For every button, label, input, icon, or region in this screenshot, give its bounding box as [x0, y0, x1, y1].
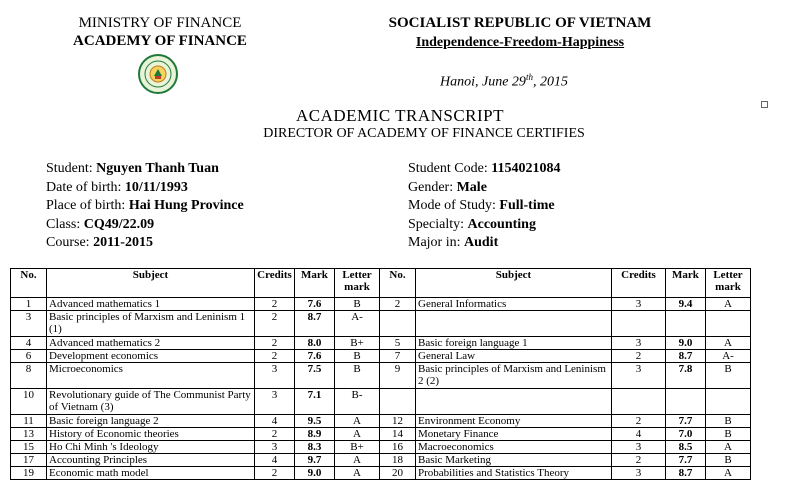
- student-label: Student:: [46, 161, 97, 176]
- row-letter: A: [335, 415, 380, 428]
- row-subject-right: General Informatics: [416, 298, 612, 311]
- row-no-right: 2: [380, 298, 416, 311]
- pob-value: Hai Hung Province: [128, 198, 244, 213]
- row-no-right: 18: [380, 454, 416, 467]
- row-subject-right: Environment Economy: [416, 415, 612, 428]
- row-letter: B: [335, 350, 380, 363]
- row-mark-right: 8.5: [666, 441, 706, 454]
- row-mark-right: [666, 311, 706, 337]
- header-subject-right: Subject: [416, 269, 612, 298]
- row-no-right: [380, 311, 416, 337]
- class-line: [46, 216, 244, 235]
- row-credits-right: [612, 311, 666, 337]
- table-row: [11, 298, 751, 311]
- row-subject: Revolutionary guide of The Communist Party of Vietnam (3): [47, 389, 255, 415]
- row-no-right: 5: [380, 337, 416, 350]
- row-mark-right: [666, 389, 706, 415]
- table-row: [11, 311, 751, 337]
- gender-value: Male: [456, 179, 487, 195]
- row-no: 4: [11, 337, 47, 350]
- row-letter-right: A: [706, 441, 751, 454]
- header-letter: Letter mark: [335, 269, 380, 298]
- issuer-block: [40, 14, 280, 50]
- row-subject-right: Basic Marketing: [416, 454, 612, 467]
- mode-value: Full-time: [499, 198, 555, 213]
- document-title: ACADEMIC TRANSCRIPT: [295, 106, 505, 125]
- table-row: [11, 389, 751, 415]
- document-subtitle: DIRECTOR OF ACADEMY OF FINANCE CERTIFIES: [263, 126, 585, 141]
- course-label: Course:: [46, 235, 94, 250]
- national-motto: Independence-Freedom-Happiness: [415, 35, 625, 50]
- state-header: [360, 14, 680, 52]
- row-no: 1: [11, 298, 47, 311]
- row-letter-right: A: [706, 337, 751, 350]
- header-no: No.: [11, 269, 47, 298]
- row-letter: A: [335, 428, 380, 441]
- row-letter-right: B: [706, 428, 751, 441]
- date-suffix-sup: th: [525, 72, 533, 82]
- row-subject-right: Probabilities and Statistics Theory: [416, 467, 612, 480]
- row-mark: 9.0: [295, 467, 335, 480]
- table-row: [11, 363, 751, 389]
- header-credits-right: Credits: [612, 269, 666, 298]
- row-subject-right: General Law: [416, 350, 612, 363]
- row-no-right: 20: [380, 467, 416, 480]
- table-row: [11, 441, 751, 454]
- header-mark-right: Mark: [666, 269, 706, 298]
- row-mark-right: 9.0: [666, 337, 706, 350]
- table-row: [11, 454, 751, 467]
- row-mark-right: 7.7: [666, 415, 706, 428]
- dob-line: [46, 179, 244, 198]
- row-subject-right: Monetary Finance: [416, 428, 612, 441]
- table-row: [11, 467, 751, 480]
- row-letter-right: B: [706, 363, 751, 389]
- course-value: 2011-2015: [93, 235, 153, 250]
- row-credits-right: [612, 389, 666, 415]
- row-subject: Basic foreign language 2: [47, 415, 255, 428]
- row-no: 11: [11, 415, 47, 428]
- academy-name: ACADEMY OF FINANCE: [73, 33, 247, 49]
- row-credits: 3: [255, 441, 295, 454]
- gender-line: [408, 179, 560, 198]
- row-mark: 7.6: [295, 298, 335, 311]
- row-subject: Microeconomics: [47, 363, 255, 389]
- grades-body: [11, 298, 751, 480]
- table-row: [11, 415, 751, 428]
- row-credits: 3: [255, 389, 295, 415]
- row-credits: 2: [255, 311, 295, 337]
- row-credits-right: 3: [612, 441, 666, 454]
- major-label: Major in:: [408, 235, 464, 250]
- code-line: [408, 160, 560, 179]
- row-letter-right: B: [706, 454, 751, 467]
- specialty-label: Specialty:: [408, 216, 468, 232]
- row-no-right: [380, 389, 416, 415]
- row-letter: B: [335, 298, 380, 311]
- row-no: 3: [11, 311, 47, 337]
- row-credits: 3: [255, 363, 295, 389]
- date-prefix: Hanoi, June 29: [440, 74, 526, 90]
- row-credits-right: 2: [612, 415, 666, 428]
- header-letter-right: Letter mark: [706, 269, 751, 298]
- row-subject: Basic principles of Marxism and Leninism 1 (1): [47, 311, 255, 337]
- row-letter-right: B: [706, 415, 751, 428]
- row-no-right: 14: [380, 428, 416, 441]
- row-credits: 2: [255, 337, 295, 350]
- table-header-row: [11, 269, 751, 298]
- row-letter-right: [706, 389, 751, 415]
- row-no: 8: [11, 363, 47, 389]
- country-name: SOCIALIST REPUBLIC OF VIETNAM: [388, 15, 652, 31]
- row-no: 13: [11, 428, 47, 441]
- row-mark: 8.3: [295, 441, 335, 454]
- date-suffix: , 2015: [532, 74, 568, 90]
- row-subject-right: [416, 389, 612, 415]
- row-subject: Advanced mathematics 2: [47, 337, 255, 350]
- row-credits-right: 2: [612, 454, 666, 467]
- row-no: 6: [11, 350, 47, 363]
- row-letter: B+: [335, 441, 380, 454]
- row-credits: 4: [255, 454, 295, 467]
- header-mark: Mark: [295, 269, 335, 298]
- course-line: [46, 234, 244, 253]
- row-no-right: 7: [380, 350, 416, 363]
- row-mark: 9.5: [295, 415, 335, 428]
- class-value: CQ49/22.09: [83, 216, 155, 232]
- row-subject-right: [416, 311, 612, 337]
- row-no: 19: [11, 467, 47, 480]
- pob-line: [46, 197, 244, 216]
- student-info-right: [408, 160, 560, 253]
- row-credits-right: 3: [612, 363, 666, 389]
- row-no: 10: [11, 389, 47, 415]
- row-credits-right: 2: [612, 350, 666, 363]
- dob-value: 10/11/1993: [124, 179, 188, 195]
- row-mark-right: 7.0: [666, 428, 706, 441]
- row-no-right: 12: [380, 415, 416, 428]
- specialty-value: Accounting: [467, 216, 536, 232]
- row-mark-right: 8.7: [666, 350, 706, 363]
- row-credits: 2: [255, 298, 295, 311]
- row-credits: 2: [255, 467, 295, 480]
- mode-label: Mode of Study:: [408, 198, 500, 213]
- row-letter: B+: [335, 337, 380, 350]
- row-credits-right: 3: [612, 298, 666, 311]
- row-mark-right: 9.4: [666, 298, 706, 311]
- row-subject: Development economics: [47, 350, 255, 363]
- header-subject: Subject: [47, 269, 255, 298]
- class-label: Class:: [46, 216, 84, 232]
- academy-seal-icon: [138, 54, 178, 94]
- row-mark: 7.6: [295, 350, 335, 363]
- row-letter: B: [335, 363, 380, 389]
- row-letter: A-: [335, 311, 380, 337]
- header-no-right: No.: [380, 269, 416, 298]
- row-subject: Economic math model: [47, 467, 255, 480]
- issue-date: [440, 72, 568, 91]
- row-subject-right: Basic principles of Marxism and Leninism 2 (2): [416, 363, 612, 389]
- row-letter-right: A: [706, 298, 751, 311]
- row-subject: Ho Chi Minh 's Ideology: [47, 441, 255, 454]
- row-mark: 8.9: [295, 428, 335, 441]
- row-credits: 2: [255, 350, 295, 363]
- row-no: 17: [11, 454, 47, 467]
- ministry-name: MINISTRY OF FINANCE: [78, 15, 242, 31]
- row-subject: Advanced mathematics 1: [47, 298, 255, 311]
- code-value: 1154021084: [491, 161, 561, 176]
- student-name-line: [46, 160, 244, 179]
- row-subject: History of Economic theories: [47, 428, 255, 441]
- row-credits: 2: [255, 428, 295, 441]
- row-no: 15: [11, 441, 47, 454]
- row-credits-right: 3: [612, 467, 666, 480]
- row-no-right: 16: [380, 441, 416, 454]
- row-subject-right: Basic foreign language 1: [416, 337, 612, 350]
- major-value: Audit: [464, 235, 499, 250]
- major-line: [408, 234, 560, 253]
- row-no-right: 9: [380, 363, 416, 389]
- student-name: Nguyen Thanh Tuan: [96, 161, 219, 176]
- row-mark: 9.7: [295, 454, 335, 467]
- header-credits: Credits: [255, 269, 295, 298]
- row-mark: 8.7: [295, 311, 335, 337]
- dob-label: Date of birth:: [46, 179, 125, 195]
- row-credits-right: 3: [612, 337, 666, 350]
- row-credits: 4: [255, 415, 295, 428]
- row-subject-right: Macroeconomics: [416, 441, 612, 454]
- row-mark: 7.1: [295, 389, 335, 415]
- student-info-left: [46, 160, 244, 253]
- row-mark-right: 7.7: [666, 454, 706, 467]
- row-letter: A: [335, 454, 380, 467]
- row-mark: 8.0: [295, 337, 335, 350]
- mode-line: [408, 197, 560, 216]
- pob-label: Place of birth:: [46, 198, 129, 213]
- table-row: [11, 337, 751, 350]
- row-mark-right: 7.8: [666, 363, 706, 389]
- code-label: Student Code:: [408, 161, 492, 176]
- row-subject: Accounting Principles: [47, 454, 255, 467]
- row-letter-right: A-: [706, 350, 751, 363]
- row-mark-right: 8.7: [666, 467, 706, 480]
- grades-table: [10, 268, 751, 480]
- row-credits-right: 4: [612, 428, 666, 441]
- table-row: [11, 428, 751, 441]
- row-mark: 7.5: [295, 363, 335, 389]
- row-letter: A: [335, 467, 380, 480]
- specialty-line: [408, 216, 560, 235]
- row-letter: B-: [335, 389, 380, 415]
- table-row: [11, 350, 751, 363]
- gender-label: Gender:: [408, 179, 457, 195]
- row-letter-right: A: [706, 467, 751, 480]
- row-letter-right: [706, 311, 751, 337]
